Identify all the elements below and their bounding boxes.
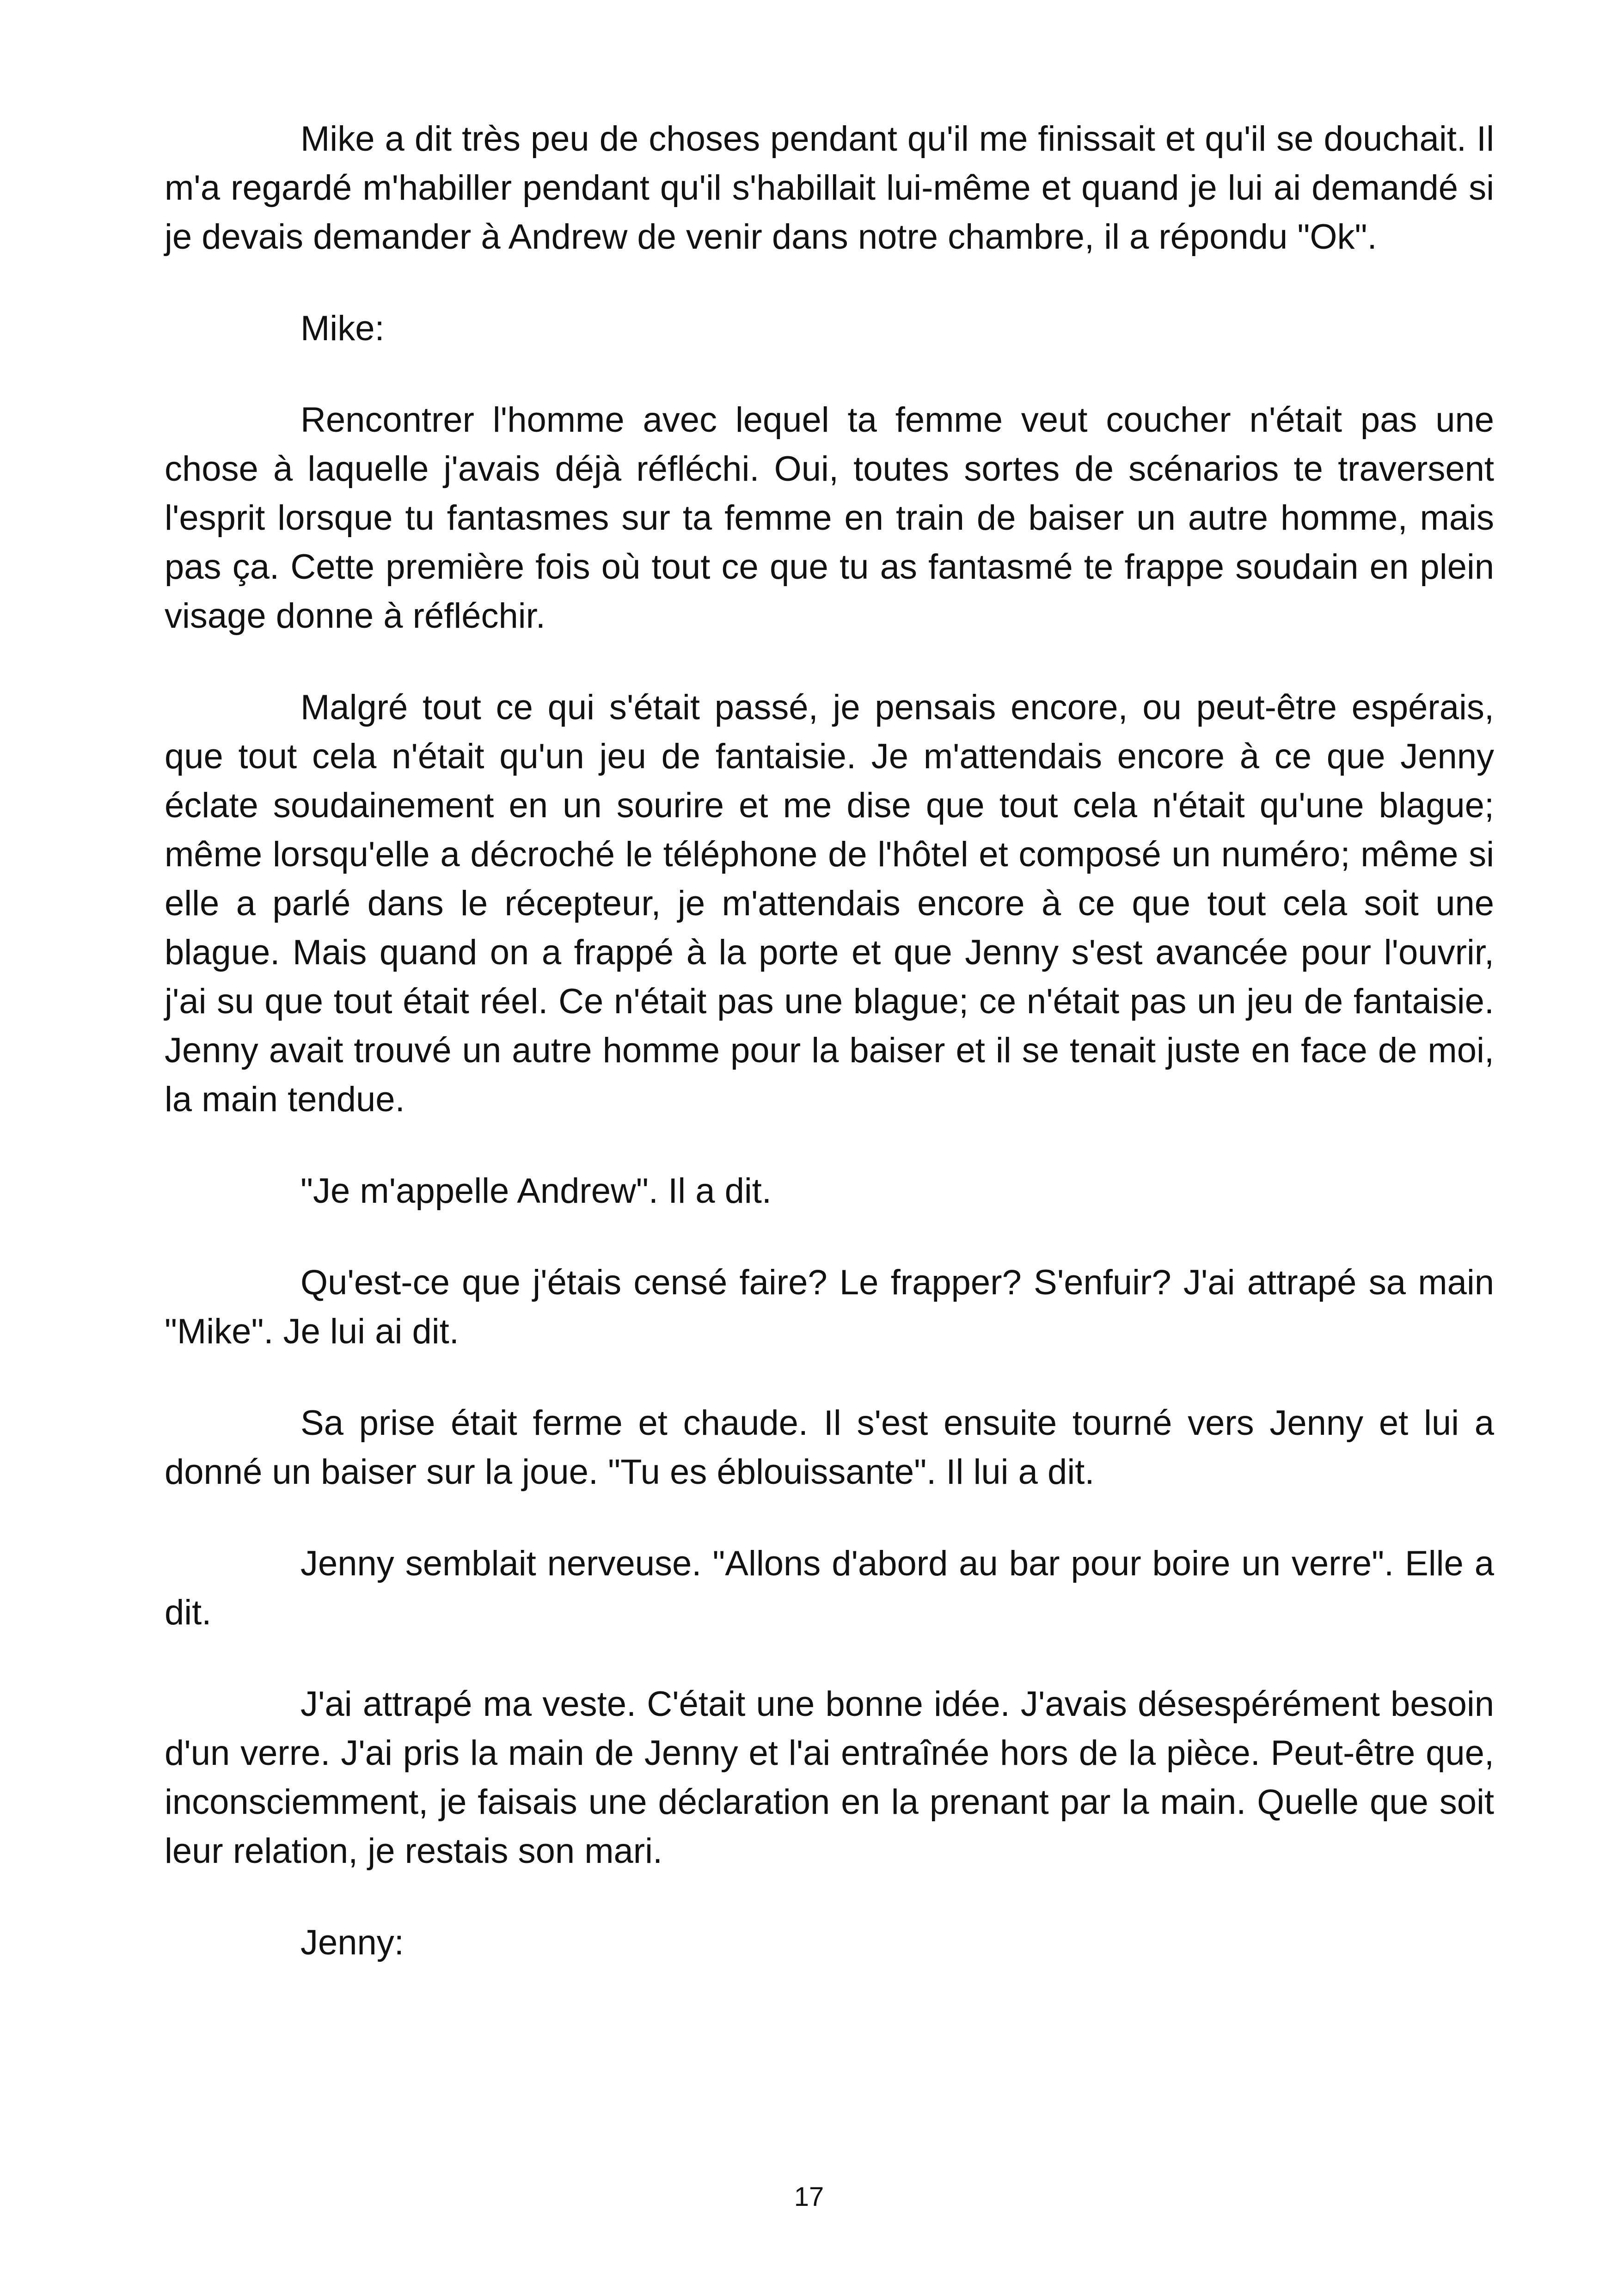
body-text [165,115,1494,2010]
paragraph: J'ai attrapé ma veste. C'était une bonne idée. J'avais désespérément besoin d'un verre. J'ai pris la main de Jenny et l'ai entraînée hors de la pièce. Peut-être que, inconsciemment, je faisais une déclaration en la prenant par la main. Quelle que soit leur relation, je restais son mari. [165,1684,1494,1871]
paragraph: Sa prise était ferme et chaude. Il s'est ensuite tourné vers Jenny et lui a donné un baiser sur la joue. "Tu es éblouissante". Il lui a dit. [165,1403,1494,1492]
paragraph: Mike a dit très peu de choses pendant qu'il me finissait et qu'il se douchait. Il m'a regardé m'habiller pendant qu'il s'habillait lui-même et quand je lui ai demandé si je devais demander à Andrew de venir dans notre chambre, il a répondu "Ok". [165,119,1494,257]
page-number: 17 [794,2182,824,2212]
paragraph: "Je m'appelle Andrew". Il a dit. [300,1171,772,1211]
speaker-heading-mike: Mike: [300,309,385,348]
paragraph: Qu'est-ce que j'étais censé faire? Le frapper? S'enfuir? J'ai attrapé sa main "Mike". Je lui ai dit. [165,1263,1494,1351]
paragraph: Jenny semblait nerveuse. "Allons d'abord au bar pour boire un verre". Elle a dit. [165,1544,1494,1632]
paragraph: Rencontrer l'homme avec lequel ta femme veut coucher n'était pas une chose à laquelle j'avais déjà réfléchi. Oui, toutes sortes de scénarios te traversent l'esprit lorsque tu fantasmes sur ta femme en train de baiser un autre homme, mais pas ça. Cette première fois où tout ce que tu as fantasmé te frappe soudain en plein visage donne à réfléchir. [165,400,1494,636]
speaker-heading-jenny: Jenny: [300,1923,404,1962]
paragraph: Malgré tout ce qui s'était passé, je pensais encore, ou peut-être espérais, que tout cela n'était qu'un jeu de fantaisie. Je m'attendais encore à ce que Jenny éclate soudainement en un sourire et me dise que tout cela n'était qu'une blague; même lorsqu'elle a décroché le téléphone de l'hôtel et composé un numéro; même si elle a parlé dans le récepteur, je m'attendais encore à ce que tout cela soit une blague. Mais quand on a frappé à la porte et que Jenny s'est avancée pour l'ouvrir, j'ai su que tout était réel. Ce n'était pas une blague; ce n'était pas un jeu de fantaisie. Jenny avait trouvé un autre homme pour la baiser et il se tenait juste en face de moi, la main tendue. [165,688,1494,1119]
